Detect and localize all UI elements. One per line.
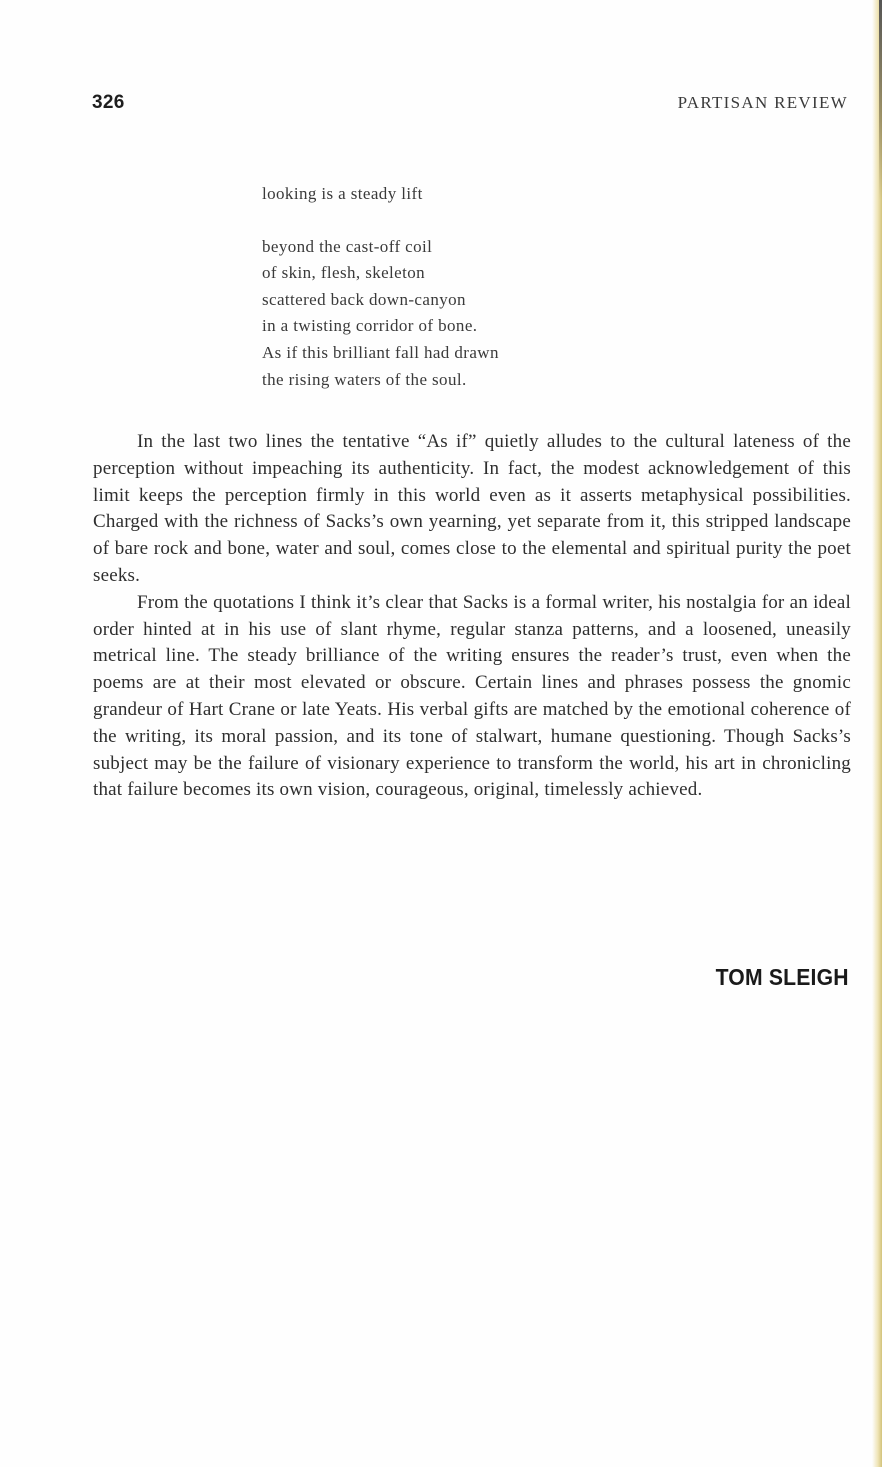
poem-line: scattered back down-canyon	[262, 289, 466, 309]
poem-stanza-1	[262, 181, 499, 208]
body-paragraph-2: From the quotations I think it’s clear that Sacks is a formal writer, his nostalgia for an ideal order hinted at in his use of slant rhyme, regular stanza patterns, and a loosened, uneasily metrical line. The steady brilliance of the writing ensures the reader’s trust, even when the poems are at their most elevated or obscure. Certain lines and phrases possess the gnomic grandeur of Hart Crane or late Yeats. His verbal gifts are matched by the emotional coherence of the writing, its moral passion, and its tone of stalwart, humane questioning. Though Sacks’s subject may be the failure of visionary experience to transform the world, his art in chronicling that failure becomes its own vision, courageous, original, timelessly achieved.	[93, 591, 851, 801]
body-text	[93, 429, 851, 804]
body-paragraph-1: In the last two lines the tentative “As if” quietly alludes to the cultural lateness of the perception without impeaching its authenticity. In fact, the modest acknowledgement of this limit keeps the perception firmly in this world even as it asserts metaphysical possibilities. Charged with the richness of Sacks’s own yearning, yet separate from it, this stripped landscape of bare rock and bone, water and soul, comes close to the elemental and spiritual purity the poet seeks.	[93, 431, 851, 586]
poem-line: of skin, flesh, skeleton	[262, 263, 426, 283]
poem-line: As if this brilliant fall had drawn	[262, 342, 499, 362]
poem-line: in a twisting corridor of bone.	[262, 316, 478, 336]
page-edge-shadow	[872, 0, 882, 1467]
poem-line: looking is a steady lift	[262, 184, 423, 203]
poem-line: the rising waters of the soul.	[262, 369, 467, 389]
poem-excerpt	[262, 181, 499, 393]
author-byline: TOM SLEIGH	[715, 964, 849, 990]
running-head: PARTISAN REVIEW	[677, 93, 848, 112]
poem-line: beyond the cast-off coil	[262, 236, 433, 256]
page-number: 326	[92, 92, 125, 113]
poem-stanza-2	[262, 234, 499, 394]
